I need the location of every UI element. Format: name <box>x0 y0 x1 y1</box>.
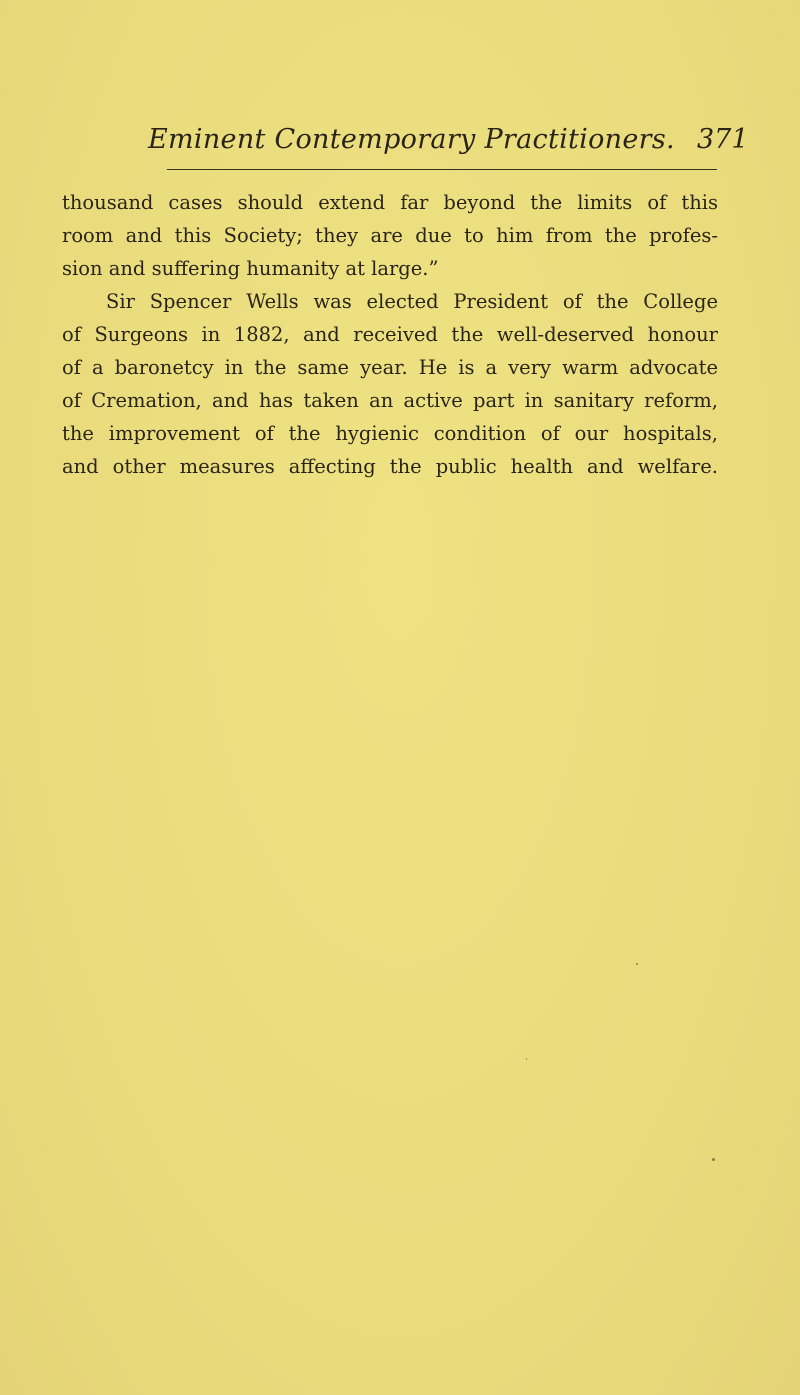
text-line: of Surgeons in 1882, and received the well-deserved honour <box>62 323 718 346</box>
paper-speck <box>636 963 638 965</box>
running-title: Eminent Contemporary Practitioners. <box>148 124 675 155</box>
text-line: room and this Society; they are due to him from the profes- <box>62 224 718 247</box>
body-text <box>62 186 718 483</box>
header-rule <box>167 169 717 170</box>
text-line: Sir Spencer Wells was elected President of the College <box>106 290 718 313</box>
paper-speck <box>712 1158 715 1161</box>
text-line: of Cremation, and has taken an active part in sanitary reform, <box>62 389 718 412</box>
text-line: and other measures affecting the public health and welfare. <box>62 455 718 478</box>
text-line: thousand cases should extend far beyond the limits of this <box>62 191 718 214</box>
paper-speck <box>526 1058 527 1060</box>
page-number: 371 <box>697 124 749 155</box>
text-line: the improvement of the hygienic condition of our hospitals, <box>62 422 718 445</box>
running-head <box>0 118 800 168</box>
text-line: sion and suffering humanity at large.” <box>62 257 439 280</box>
text-line: of a baronetcy in the same year. He is a very warm advocate <box>62 356 718 379</box>
